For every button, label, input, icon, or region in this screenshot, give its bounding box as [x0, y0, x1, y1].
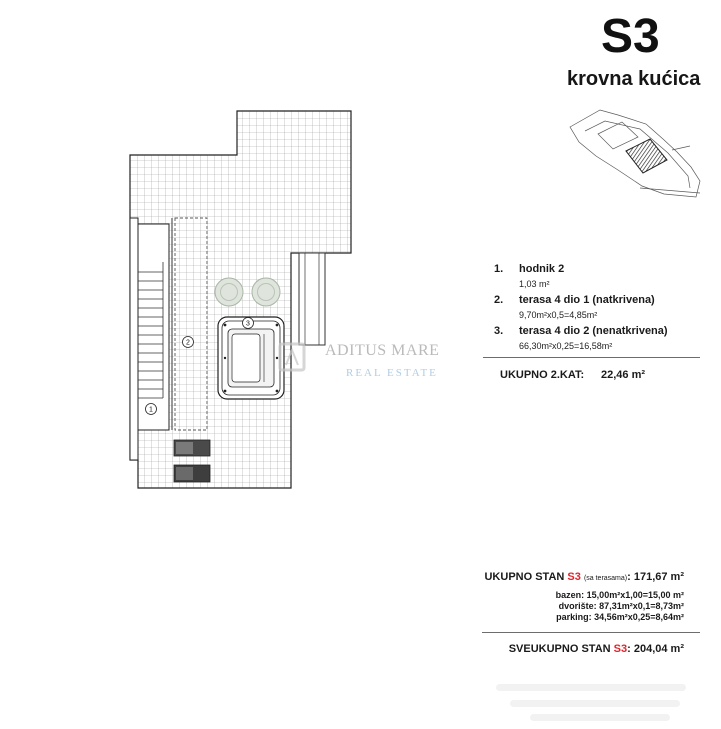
lounger-bottom-cushion [176, 467, 193, 480]
room-area: 66,30m²x0,25=16,58m² [519, 341, 613, 351]
grand-total-value: : 204,04 m² [627, 643, 684, 655]
hot-tub-icon [218, 317, 284, 399]
apartment-total [484, 572, 684, 583]
planter-left [215, 278, 243, 306]
hot-tub-seat [232, 334, 260, 382]
stair-wall [130, 218, 138, 460]
site-unit-highlight [626, 139, 667, 173]
side-planter [299, 253, 325, 345]
watermark-tagline: REAL ESTATE [346, 367, 438, 379]
unit-subtitle: krovna kućica [567, 68, 701, 90]
lounger-top-cushion [176, 442, 193, 454]
extra-yard: dvorište: 87,31m²x0,1=8,73m² [558, 601, 684, 611]
room-area: 9,70m²x0,5=4,85m² [519, 310, 598, 320]
marker-2-label: 2 [186, 339, 190, 347]
faint-bar [510, 700, 680, 707]
room-number: 2. [494, 294, 504, 306]
room-number: 3. [494, 325, 504, 337]
faint-bar [530, 714, 670, 721]
side-planter-outer [299, 253, 325, 345]
room-name: terasa 4 dio 1 (natkrivena) [519, 294, 655, 306]
grand-total [509, 644, 684, 655]
divider-line [483, 357, 700, 358]
apartment-total-value: : 171,67 m² [627, 571, 684, 583]
staircase-well [138, 224, 169, 430]
grand-total-unit-code: S3 [613, 643, 628, 655]
apartment-total-note: (sa terasama) [583, 575, 628, 582]
extra-pool: bazen: 15,00m²x1,00=15,00 m² [555, 590, 684, 600]
divider-line [482, 632, 700, 633]
floor-total-value: 22,46 m² [601, 369, 646, 381]
site-plan-thumbnail [570, 110, 700, 197]
watermark-brand: ADITUS MARE [325, 342, 440, 359]
faint-bar [496, 684, 686, 691]
floor-total-label: UKUPNO 2.KAT: [500, 369, 585, 381]
extra-parking: parking: 34,56m²x0,25=8,64m² [556, 612, 684, 622]
site-building [598, 122, 638, 149]
marker-1-label: 1 [149, 406, 153, 414]
unit-title: S3 [601, 10, 660, 63]
grand-total-label: SVEUKUPNO STAN [508, 643, 611, 655]
room-name: hodnik 2 [519, 263, 565, 275]
marker-3-label: 3 [246, 320, 250, 328]
room-area: 1,03 m² [519, 279, 550, 289]
room-name: terasa 4 dio 2 (nenatkrivena) [519, 325, 668, 337]
apartment-unit-code: S3 [567, 571, 581, 583]
planter-right [252, 278, 280, 306]
staircase-icon [130, 218, 172, 460]
apartment-total-label: UKUPNO STAN [484, 571, 565, 583]
room-number: 1. [494, 263, 504, 275]
